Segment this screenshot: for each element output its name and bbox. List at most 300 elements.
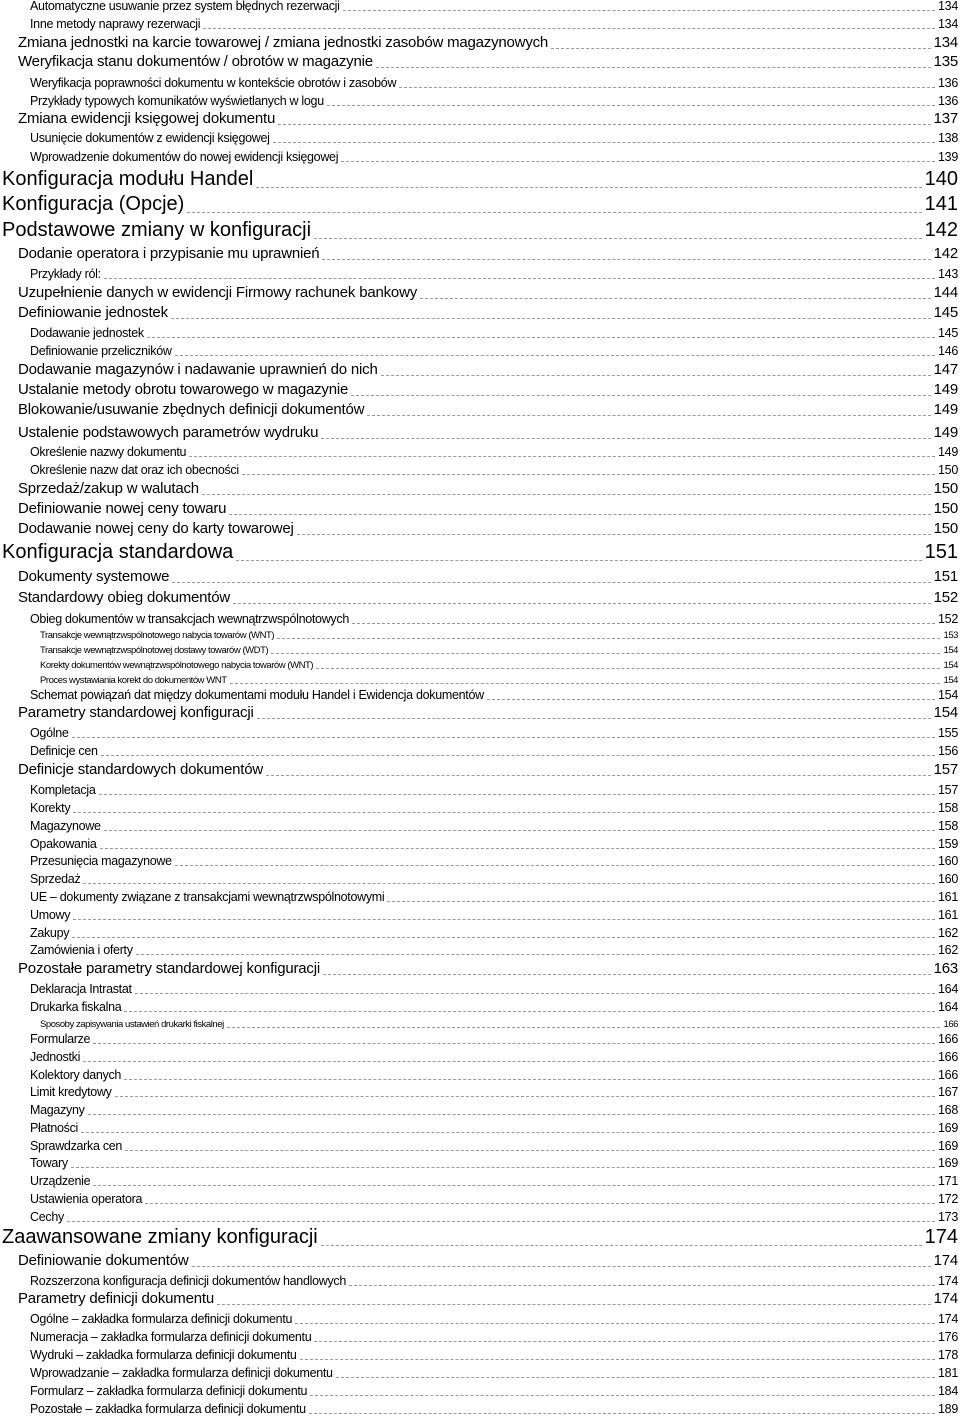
- toc-entry-page-number: 152: [938, 611, 958, 626]
- toc-entry-page-number: 154: [943, 645, 958, 657]
- toc-entry-page-number: 149: [933, 381, 958, 399]
- toc-entry-page-number: 144: [933, 284, 958, 302]
- toc-dotted-leader: [300, 1359, 935, 1360]
- toc-entry-page-number: 161: [938, 907, 958, 922]
- toc-entry-title: Konfiguracja modułu Handel: [2, 168, 254, 190]
- toc-entry[interactable]: [0, 725, 960, 740]
- toc-entry-page-number: 169: [938, 1138, 958, 1153]
- toc-entry[interactable]: [0, 304, 960, 321]
- toc-entry-page-number: 139: [938, 149, 958, 164]
- toc-entry-page-number: 135: [933, 53, 958, 71]
- toc-entry[interactable]: [0, 75, 960, 90]
- toc-entry-title: Dokumenty systemowe: [18, 568, 170, 586]
- toc-entry-page-number: 142: [924, 219, 958, 241]
- toc-dotted-leader: [187, 212, 921, 213]
- toc-dotted-leader: [351, 395, 930, 396]
- toc-entry-title: Dodanie operatora i przypisanie mu uprawnień: [18, 245, 320, 263]
- toc-entry[interactable]: [0, 1401, 960, 1416]
- toc-dotted-leader: [125, 1150, 935, 1151]
- toc-entry[interactable]: [0, 480, 960, 497]
- toc-entry[interactable]: [0, 1226, 960, 1248]
- toc-entry-page-number: 169: [938, 1120, 958, 1135]
- toc-entry-title: Definiowanie jednostek: [18, 304, 168, 322]
- toc-entry-page-number: 161: [938, 889, 958, 904]
- toc-dotted-leader: [341, 161, 935, 162]
- toc-entry-page-number: 164: [938, 981, 958, 996]
- toc-entry-page-number: 138: [938, 130, 958, 145]
- toc-dotted-leader: [316, 668, 940, 669]
- toc-entry[interactable]: [0, 381, 960, 398]
- toc-entry[interactable]: [0, 16, 960, 31]
- toc-dotted-leader: [310, 1395, 935, 1396]
- toc-entry-title: Przykłady typowych komunikatów wyświetlanych w logu: [30, 93, 324, 108]
- toc-dotted-leader: [314, 238, 922, 239]
- toc-entry-title: Ustawienia operatora: [30, 1191, 143, 1206]
- toc-dotted-leader: [229, 514, 930, 515]
- toc-entry[interactable]: [0, 110, 960, 127]
- toc-entry[interactable]: [0, 93, 960, 108]
- toc-entry-title: Proces wystawiania korekt do dokumentów WNT: [40, 675, 227, 687]
- toc-entry[interactable]: [0, 541, 960, 563]
- toc-dotted-leader: [376, 67, 931, 68]
- toc-entry-page-number: 145: [933, 304, 958, 322]
- toc-entry-title: Dodawanie magazynów i nadawanie uprawnień do nich: [18, 361, 378, 379]
- toc-entry[interactable]: [0, 659, 960, 671]
- toc-entry-title: Dodawanie nowej ceny do karty towarowej: [18, 520, 294, 538]
- toc-entry-title: Weryfikacja poprawności dokumentu w kontekście obrotów i zasobów: [30, 75, 397, 90]
- toc-entry-page-number: 169: [938, 1155, 958, 1170]
- toc-dotted-leader: [367, 415, 930, 416]
- toc-entry-title: Sprzedaż: [30, 871, 81, 886]
- toc-entry[interactable]: [0, 999, 960, 1014]
- toc-entry-page-number: 157: [938, 782, 958, 797]
- toc-entry[interactable]: [0, 800, 960, 815]
- toc-entry[interactable]: [0, 500, 960, 517]
- toc-entry-title: Pozostałe – zakładka formularza definicji dokumentu: [30, 1401, 306, 1416]
- toc-dotted-leader: [309, 1413, 935, 1414]
- toc-entry[interactable]: [0, 1191, 960, 1206]
- toc-entry-page-number: 154: [933, 704, 958, 722]
- toc-entry-page-number: 140: [924, 168, 958, 190]
- toc-entry-page-number: 134: [938, 16, 958, 31]
- toc-entry-title: Wydruki – zakładka formularza definicji dokumentu: [30, 1347, 297, 1362]
- toc-entry-title: Wprowadzanie – zakładka formularza definicji dokumentu: [30, 1365, 333, 1380]
- toc-entry-page-number: 172: [938, 1191, 958, 1206]
- toc-entry-title: Sprzedaż/zakup w walutach: [18, 480, 199, 498]
- toc-dotted-leader: [295, 1323, 935, 1324]
- toc-entry-title: Weryfikacja stanu dokumentów / obrotów w magazynie: [18, 53, 373, 71]
- toc-entry-title: Zakupy: [30, 925, 70, 940]
- toc-entry-page-number: 154: [938, 687, 958, 702]
- toc-entry[interactable]: [0, 1329, 960, 1344]
- toc-entry[interactable]: [0, 743, 960, 758]
- toc-entry[interactable]: [0, 818, 960, 833]
- toc-entry-page-number: 167: [938, 1084, 958, 1099]
- toc-entry-title: UE – dokumenty związane z transakcjami wewnątrzwspólnotowymi: [30, 889, 385, 904]
- toc-entry-title: Standardowy obieg dokumentów: [18, 589, 231, 607]
- toc-dotted-leader: [323, 974, 931, 975]
- toc-entry[interactable]: [0, 871, 960, 886]
- toc-entry[interactable]: [0, 942, 960, 957]
- toc-dotted-leader: [236, 560, 921, 561]
- toc-dotted-leader: [83, 883, 935, 884]
- toc-dotted-leader: [242, 474, 935, 475]
- toc-entry[interactable]: [0, 960, 960, 977]
- toc-entry-page-number: 134: [933, 34, 958, 52]
- toc-entry-title: Parametry definicji dokumentu: [18, 1290, 214, 1308]
- toc-dotted-leader: [314, 1341, 935, 1342]
- toc-dotted-leader: [72, 937, 935, 938]
- toc-dotted-leader: [278, 124, 930, 125]
- toc-entry-title: Limit kredytowy: [30, 1084, 112, 1099]
- toc-dotted-leader: [273, 142, 935, 143]
- toc-entry-page-number: 160: [938, 853, 958, 868]
- toc-entry[interactable]: [0, 1383, 960, 1398]
- toc-entry-page-number: 157: [933, 761, 958, 779]
- toc-dotted-leader: [93, 1185, 935, 1186]
- toc-dotted-leader: [266, 775, 931, 776]
- toc-entry-page-number: 181: [938, 1365, 958, 1380]
- toc-dotted-leader: [67, 1221, 935, 1222]
- toc-entry-title: Ustalanie metody obrotu towarowego w magazynie: [18, 381, 349, 399]
- toc-dotted-leader: [256, 187, 921, 188]
- toc-entry-page-number: 150: [933, 480, 958, 498]
- toc-entry-page-number: 184: [938, 1383, 958, 1398]
- toc-dotted-leader: [233, 603, 931, 604]
- toc-entry-title: Płatności: [30, 1120, 79, 1135]
- toc-entry-title: Towary: [30, 1155, 68, 1170]
- toc-entry[interactable]: [0, 1018, 960, 1030]
- toc-dotted-leader: [175, 865, 935, 866]
- toc-entry-title: Sprawdzarka cen: [30, 1138, 123, 1153]
- toc-entry[interactable]: [0, 0, 960, 13]
- toc-entry-page-number: 166: [938, 1049, 958, 1064]
- toc-entry-page-number: 166: [938, 1031, 958, 1046]
- toc-entry[interactable]: [0, 568, 960, 585]
- toc-entry-page-number: 173: [938, 1209, 958, 1224]
- toc-entry-page-number: 155: [938, 725, 958, 740]
- toc-entry[interactable]: [0, 889, 960, 904]
- toc-entry-page-number: 166: [943, 1019, 958, 1031]
- toc-entry-page-number: 151: [933, 568, 958, 586]
- toc-dotted-leader: [81, 1132, 935, 1133]
- toc-entry-title: Urządzenie: [30, 1173, 91, 1188]
- toc-entry[interactable]: [0, 589, 960, 606]
- toc-entry-title: Korekty: [30, 800, 71, 815]
- toc-entry[interactable]: [0, 401, 960, 418]
- toc-entry-title: Magazynowe: [30, 818, 101, 833]
- toc-entry-page-number: 158: [938, 818, 958, 833]
- toc-entry-title: Automatyczne usuwanie przez system błędnych rezerwacji: [30, 0, 340, 13]
- toc-entry-page-number: 152: [933, 589, 958, 607]
- toc-dotted-leader: [399, 87, 935, 88]
- toc-dotted-leader: [387, 901, 935, 902]
- toc-entry-page-number: 149: [933, 424, 958, 442]
- toc-entry-page-number: 146: [938, 343, 958, 358]
- toc-entry[interactable]: [0, 1031, 960, 1046]
- toc-entry-title: Inne metody naprawy rezerwacji: [30, 16, 201, 31]
- toc-dotted-leader: [115, 1096, 935, 1097]
- toc-entry[interactable]: [0, 1067, 960, 1082]
- toc-entry-page-number: 174: [938, 1311, 958, 1326]
- toc-dotted-leader: [99, 794, 936, 795]
- toc-entry-title: Formularz – zakładka formularza definicji dokumentu: [30, 1383, 308, 1398]
- toc-entry[interactable]: [0, 981, 960, 996]
- toc-entry[interactable]: [0, 424, 960, 441]
- toc-dotted-leader: [487, 699, 935, 700]
- toc-dotted-leader: [136, 954, 935, 955]
- toc-entry-title: Opakowania: [30, 836, 97, 851]
- toc-dotted-leader: [257, 718, 931, 719]
- toc-entry-page-number: 137: [933, 110, 958, 128]
- toc-dotted-leader: [277, 638, 940, 639]
- toc-entry[interactable]: [0, 168, 960, 190]
- toc-entry-title: Parametry standardowej konfiguracji: [18, 704, 254, 722]
- toc-entry[interactable]: [0, 219, 960, 241]
- toc-entry-title: Przykłady ról:: [30, 266, 101, 281]
- toc-entry-title: Kolektory danych: [30, 1067, 122, 1082]
- toc-entry[interactable]: [0, 1120, 960, 1135]
- toc-dotted-leader: [321, 1245, 922, 1246]
- toc-entry[interactable]: [0, 325, 960, 340]
- toc-entry-title: Konfiguracja standardowa: [2, 541, 234, 563]
- toc-dotted-leader: [217, 1304, 931, 1305]
- toc-entry-title: Określenie nazwy dokumentu: [30, 444, 187, 459]
- toc-dotted-leader: [203, 28, 935, 29]
- toc-entry[interactable]: [0, 284, 960, 301]
- toc-entry-title: Jednostki: [30, 1049, 81, 1064]
- toc-entry-page-number: 156: [938, 743, 958, 758]
- toc-entry-page-number: 160: [938, 871, 958, 886]
- toc-entry-page-number: 149: [933, 401, 958, 419]
- toc-entry-page-number: 154: [943, 675, 958, 687]
- toc-entry-title: Ustalenie podstawowych parametrów wydruku: [18, 424, 319, 442]
- toc-entry-title: Formularze: [30, 1031, 91, 1046]
- toc-entry-page-number: 174: [933, 1290, 958, 1308]
- toc-entry-title: Ogólne – zakładka formularza definicji dokumentu: [30, 1311, 293, 1326]
- toc-dotted-leader: [271, 653, 940, 654]
- toc-entry[interactable]: [0, 687, 960, 702]
- toc-entry-page-number: 136: [938, 93, 958, 108]
- toc-entry-title: Korekty dokumentów wewnątrzwspólnotowego nabycia towarów (WNT): [40, 660, 314, 672]
- toc-entry[interactable]: [0, 1290, 960, 1307]
- toc-entry-title: Cechy: [30, 1209, 64, 1224]
- toc-entry-title: Definiowanie przeliczników: [30, 343, 172, 358]
- toc-entry[interactable]: [0, 853, 960, 868]
- toc-entry[interactable]: [0, 674, 960, 686]
- toc-entry[interactable]: [0, 53, 960, 70]
- toc-dotted-leader: [71, 1167, 935, 1168]
- toc-dotted-leader: [88, 1114, 935, 1115]
- toc-entry-title: Przesunięcia magazynowe: [30, 853, 172, 868]
- toc-entry[interactable]: [0, 611, 960, 626]
- toc-entry-title: Kompletacja: [30, 782, 96, 797]
- toc-entry-title: Blokowanie/usuwanie zbędnych definicji dokumentów: [18, 401, 365, 419]
- toc-entry-title: Obieg dokumentów w transakcjach wewnątrzwspólnotowych: [30, 611, 349, 626]
- toc-dotted-leader: [135, 993, 935, 994]
- toc-entry-title: Określenie nazw dat oraz ich obecności: [30, 462, 239, 477]
- toc-dotted-leader: [172, 582, 930, 583]
- toc-entry-page-number: 178: [938, 1347, 958, 1362]
- toc-entry-title: Dodawanie jednostek: [30, 325, 144, 340]
- toc-entry-title: Transakcje wewnątrzwspólnotowego nabycia towarów (WNT): [40, 630, 275, 642]
- toc-entry-page-number: 162: [938, 925, 958, 940]
- toc-dotted-leader: [147, 337, 935, 338]
- toc-entry-page-number: 150: [938, 462, 958, 477]
- toc-entry[interactable]: [0, 1252, 960, 1269]
- toc-dotted-leader: [349, 1285, 935, 1286]
- toc-dotted-leader: [124, 1079, 935, 1080]
- toc-entry[interactable]: [0, 361, 960, 378]
- toc-entry-page-number: 174: [938, 1273, 958, 1288]
- toc-entry[interactable]: [0, 644, 960, 656]
- toc-dotted-leader: [352, 623, 935, 624]
- toc-entry-page-number: 153: [943, 630, 958, 642]
- toc-dotted-leader: [230, 683, 941, 684]
- toc-entry[interactable]: [0, 343, 960, 358]
- toc-dotted-leader: [104, 830, 935, 831]
- toc-entry-page-number: 162: [938, 942, 958, 957]
- toc-entry-title: Usunięcie dokumentów z ewidencji księgowej: [30, 130, 270, 145]
- toc-entry-page-number: 147: [933, 361, 958, 379]
- toc-entry-title: Umowy: [30, 907, 71, 922]
- toc-entry[interactable]: [0, 1209, 960, 1224]
- toc-dotted-leader: [93, 1043, 935, 1044]
- toc-entry-title: Drukarka fiskalna: [30, 999, 122, 1014]
- toc-entry[interactable]: [0, 1084, 960, 1099]
- toc-entry-page-number: 154: [943, 660, 958, 672]
- toc-dotted-leader: [101, 755, 935, 756]
- toc-entry-title: Uzupełnienie danych w ewidencji Firmowy rachunek bankowy: [18, 284, 418, 302]
- toc-entry-title: Rozszerzona konfiguracja definicji dokumentów handlowych: [30, 1273, 347, 1288]
- toc-entry-title: Zaawansowane zmiany konfiguracji: [2, 1226, 318, 1248]
- toc-dotted-leader: [83, 1061, 935, 1062]
- toc-entry-page-number: 142: [933, 245, 958, 263]
- toc-dotted-leader: [297, 534, 931, 535]
- toc-entry-page-number: 171: [938, 1173, 958, 1188]
- toc-dotted-leader: [124, 1011, 935, 1012]
- toc-entry[interactable]: [0, 629, 960, 641]
- toc-entry[interactable]: [0, 193, 960, 215]
- toc-entry-page-number: 143: [938, 266, 958, 281]
- toc-dotted-leader: [321, 438, 930, 439]
- toc-dotted-leader: [420, 298, 931, 299]
- toc-entry-page-number: 150: [933, 500, 958, 518]
- toc-entry[interactable]: [0, 925, 960, 940]
- toc-dotted-leader: [171, 318, 931, 319]
- toc-dotted-leader: [551, 48, 931, 49]
- toc-entry-page-number: 166: [938, 1067, 958, 1082]
- toc-entry-title: Zamówienia i oferty: [30, 942, 133, 957]
- toc-entry-title: Definicje standardowych dokumentów: [18, 761, 263, 779]
- toc-entry-page-number: 141: [924, 193, 958, 215]
- toc-entry-title: Zmiana jednostki na karcie towarowej / zmiana jednostki zasobów magazynowych: [18, 34, 549, 52]
- toc-entry-title: Ogólne: [30, 725, 69, 740]
- toc-dotted-leader: [322, 259, 930, 260]
- toc-dotted-leader: [175, 355, 935, 356]
- toc-entry[interactable]: [0, 444, 960, 459]
- toc-entry[interactable]: [0, 1138, 960, 1153]
- toc-entry[interactable]: [0, 266, 960, 281]
- toc-dotted-leader: [100, 848, 936, 849]
- toc-entry[interactable]: [0, 1311, 960, 1326]
- toc-dotted-leader: [343, 10, 935, 11]
- toc-entry[interactable]: [0, 1273, 960, 1288]
- toc-entry[interactable]: [0, 462, 960, 477]
- toc-entry-page-number: 189: [938, 1401, 958, 1416]
- toc-entry-page-number: 145: [938, 325, 958, 340]
- toc-entry[interactable]: [0, 907, 960, 922]
- toc-entry[interactable]: [0, 1365, 960, 1380]
- toc-dotted-leader: [145, 1203, 935, 1204]
- toc-entry-title: Deklaracja Intrastat: [30, 981, 132, 996]
- toc-entry-page-number: 150: [933, 520, 958, 538]
- toc-dotted-leader: [72, 737, 936, 738]
- toc-entry[interactable]: [0, 1347, 960, 1362]
- toc-entry-page-number: 149: [938, 444, 958, 459]
- toc-entry-title: Wprowadzenie dokumentów do nowej ewidencji księgowej: [30, 149, 339, 164]
- toc-entry-title: Schemat powiązań dat między dokumentami modułu Handel i Ewidencja dokumentów: [30, 687, 484, 702]
- toc-entry-title: Definiowanie dokumentów: [18, 1252, 189, 1270]
- toc-entry[interactable]: [0, 782, 960, 797]
- toc-dotted-leader: [336, 1377, 935, 1378]
- toc-entry-title: Magazyny: [30, 1102, 85, 1117]
- toc-entry-page-number: 176: [938, 1329, 958, 1344]
- toc-entry-title: Definicje cen: [30, 743, 98, 758]
- toc-entry-title: Sposoby zapisywania ustawień drukarki fiskalnej: [40, 1019, 224, 1031]
- toc-entry-title: Konfiguracja (Opcje): [2, 193, 185, 215]
- toc-entry-page-number: 164: [938, 999, 958, 1014]
- toc-dotted-leader: [202, 494, 931, 495]
- toc-dotted-leader: [227, 1027, 941, 1028]
- toc-entry-page-number: 174: [933, 1252, 958, 1270]
- toc-entry[interactable]: [0, 1102, 960, 1117]
- toc-entry-title: Transakcje wewnątrzwspólnotowej dostawy towarów (WDT): [40, 645, 269, 657]
- toc-entry[interactable]: [0, 761, 960, 778]
- toc-entry[interactable]: [0, 34, 960, 51]
- toc-entry[interactable]: [0, 130, 960, 145]
- toc-entry[interactable]: [0, 1155, 960, 1170]
- toc-entry-page-number: 136: [938, 75, 958, 90]
- toc-entry-title: Definiowanie nowej ceny towaru: [18, 500, 227, 518]
- toc-dotted-leader: [73, 812, 935, 813]
- toc-entry-page-number: 159: [938, 836, 958, 851]
- toc-entry[interactable]: [0, 149, 960, 164]
- toc-entry-page-number: 134: [938, 0, 958, 13]
- toc-entry[interactable]: [0, 520, 960, 537]
- toc-entry-title: Pozostałe parametry standardowej konfiguracji: [18, 960, 320, 978]
- toc-entry-page-number: 158: [938, 800, 958, 815]
- toc-dotted-leader: [189, 456, 935, 457]
- toc-dotted-leader: [381, 375, 931, 376]
- toc-dotted-leader: [73, 919, 935, 920]
- toc-entry-page-number: 168: [938, 1102, 958, 1117]
- toc-entry-page-number: 151: [924, 541, 958, 563]
- toc-dotted-leader: [192, 1266, 931, 1267]
- toc-dotted-leader: [327, 105, 935, 106]
- toc-entry[interactable]: [0, 1173, 960, 1188]
- toc-entry-title: Zmiana ewidencji księgowej dokumentu: [18, 110, 276, 128]
- toc-entry-page-number: 174: [924, 1226, 958, 1248]
- toc-entry-title: Numeracja – zakładka formularza definicji dokumentu: [30, 1329, 312, 1344]
- toc-dotted-leader: [104, 278, 935, 279]
- toc-entry[interactable]: [0, 1049, 960, 1064]
- toc-entry-page-number: 163: [933, 960, 958, 978]
- toc-entry[interactable]: [0, 245, 960, 262]
- toc-entry[interactable]: [0, 836, 960, 851]
- toc-entry-title: Podstawowe zmiany w konfiguracji: [2, 219, 312, 241]
- toc-entry[interactable]: [0, 704, 960, 721]
